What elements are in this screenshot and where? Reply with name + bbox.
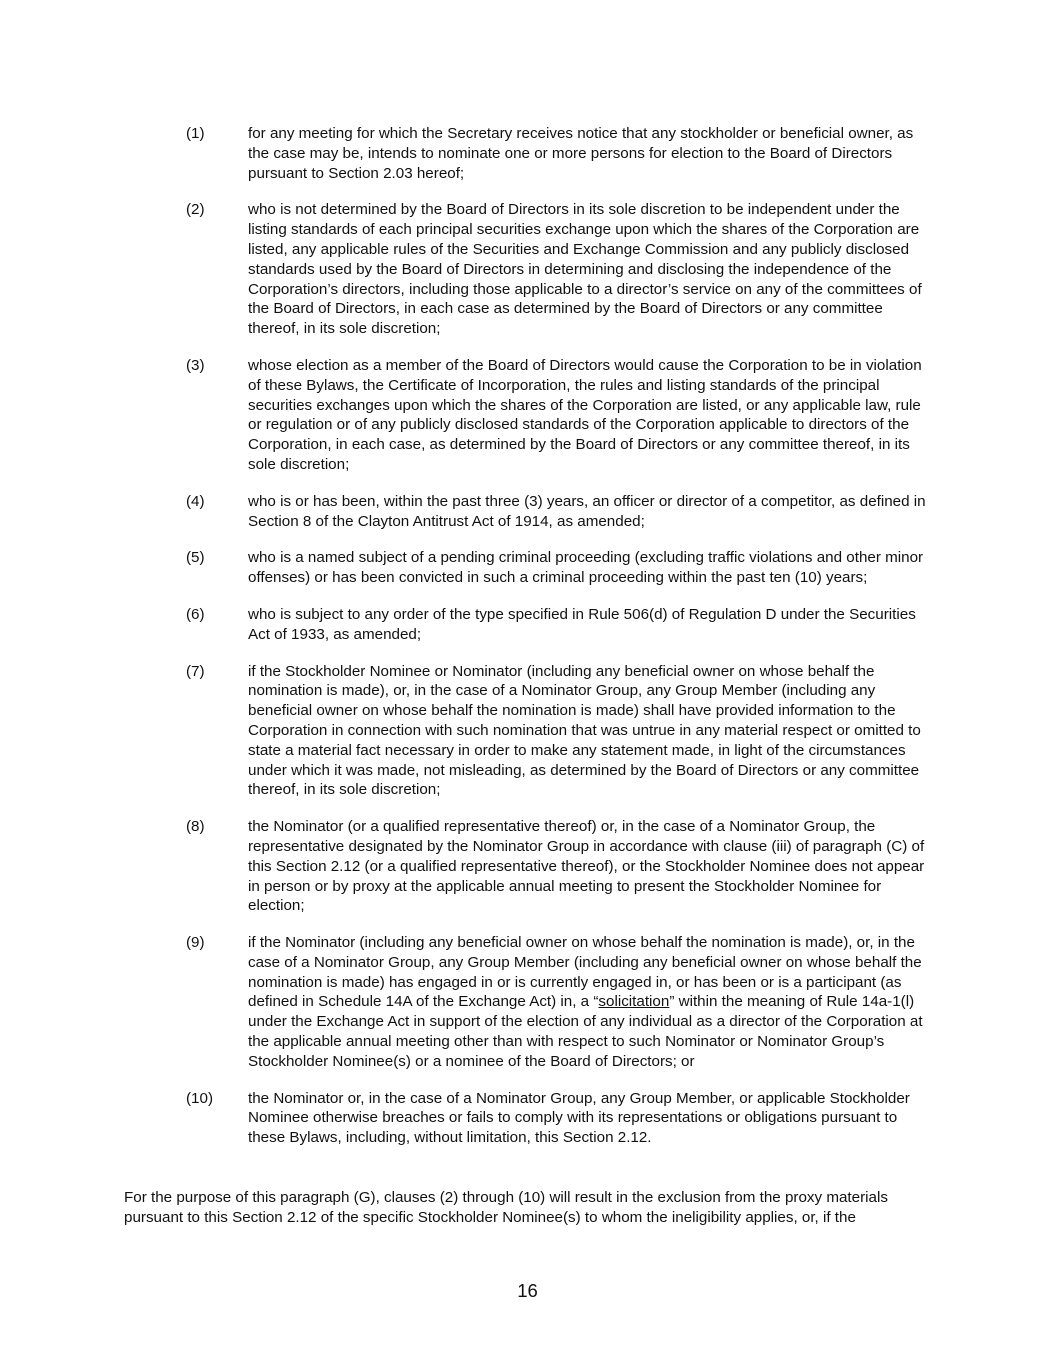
clause-item — [186, 933, 936, 1072]
closing-paragraph: For the purpose of this paragraph (G), clauses (2) through (10) will result in the exclusion from the proxy materials pursuant to this Section 2.12 of the specific Stockholder Nominee(s) to whom the ineligibility applies, or, if the — [124, 1189, 888, 1226]
clause-text: the Nominator or, in the case of a Nominator Group, any Group Member, or applicable Stockholder Nominee otherwise breaches or fails to comply with its representations or obligations pursuant to these Bylaws, including, without limitation, this Section 2.12. — [248, 1089, 910, 1147]
clause-text-after: ” within the meaning of Rule 14a-1(l) under the Exchange Act in support of the election of any individual as a director of the Corporation at the applicable annual meeting other than with respect to such Nominator or Nominator Group’s Stockholder Nominee(s) or a nominee of the Board of Directors; or — [248, 993, 923, 1070]
clause-text: the Nominator (or a qualified representative thereof) or, in the case of a Nominator Group, the representative designated by the Nominator Group in accordance with clause (iii) of paragraph (C) of this Section 2.12 (or a qualified representative thereof), or the Stockholder Nominee does not appear in person or by proxy at the applicable annual meeting to present the Stockholder Nominee for election; — [248, 818, 925, 915]
clause-item — [186, 548, 936, 588]
clause-number: (5) — [186, 549, 205, 567]
clause-number: (9) — [186, 934, 205, 952]
clause-number: (7) — [186, 662, 205, 680]
numbered-clause-list — [186, 124, 936, 1165]
page-number: 16 — [517, 1280, 538, 1301]
clause-item — [186, 124, 936, 183]
clause-text — [248, 933, 936, 1072]
solicitation-term: solicitation — [598, 993, 670, 1011]
clause-item — [186, 1089, 936, 1148]
clause-text: if the Stockholder Nominee or Nominator (including any beneficial owner on whose behalf the nomination is made), or, in the case of a Nominator Group, any Group Member (including any beneficial owner on whose behalf the nomination is made) shall have provided information to the Corporation in connection with such nomination that was untrue in any material respect or omitted to state a material fact necessary in order to make any statement made, in light of the circumstances under which it was made, not misleading, as determined by the Board of Directors or any committee thereof, in its sole discretion; — [248, 662, 921, 799]
clause-text: who is not determined by the Board of Directors in its sole discretion to be independent under the listing standards of each principal securities exchange upon which the shares of the Corporation are listed, any applicable rules of the Securities and Exchange Commission and any publicly disclosed standards used by the Board of Directors in determining and disclosing the independence of the Corporation’s directors, including those applicable to a director’s service on any of the committees of the Board of Directors, in each case as determined by the Board of Directors or any committee thereof, in its sole discretion; — [248, 201, 922, 338]
clause-number: (6) — [186, 605, 205, 623]
clause-number: (2) — [186, 201, 205, 219]
clause-text: who is subject to any order of the type specified in Rule 506(d) of Regulation D under the Securities Act of 1933, as amended; — [248, 605, 916, 643]
clause-number: (10) — [186, 1089, 214, 1107]
clause-text: whose election as a member of the Board of Directors would cause the Corporation to be in violation of these Bylaws, the Certificate of Incorporation, the rules and listing standards of the principal securities exchanges upon which the shares of the Corporation are listed, or any applicable law, rule or regulation or of any publicly disclosed standards of the Corporation applicable to directors of the Corporation, in each case, as determined by the Board of Directors or any committee thereof, in its sole discretion; — [248, 356, 922, 473]
clause-number: (1) — [186, 125, 205, 142]
clause-item — [186, 817, 936, 916]
clause-item — [186, 662, 936, 801]
clause-number: (8) — [186, 818, 205, 836]
clause-item — [186, 605, 936, 645]
clause-text: who is or has been, within the past three (3) years, an officer or director of a competitor, as defined in Section 8 of the Clayton Antitrust Act of 1914, as amended; — [248, 492, 926, 530]
clause-item — [186, 492, 936, 532]
clause-number: (3) — [186, 356, 205, 374]
clause-text: who is a named subject of a pending criminal proceeding (excluding traffic violations and other minor offenses) or has been convicted in such a criminal proceeding within the past ten (10) years; — [248, 549, 924, 587]
clause-item — [186, 356, 936, 475]
clause-text: for any meeting for which the Secretary receives notice that any stockholder or beneficial owner, as the case may be, intends to nominate one or more persons for election to the Board of Directors pursuant to Section 2.03 hereof; — [248, 125, 914, 182]
clause-item — [186, 200, 936, 339]
clause-number: (4) — [186, 492, 205, 510]
clause-text-before: if the Nominator (including any beneficial owner on whose behalf the nomination is made), or, in the case of a Nominator Group, any Group Member (including any beneficial owner on whose behalf the nomination is made) has engaged in or is currently engaged in, or has been or is a participant (as defined in Schedule 14A of the Exchange Act) in, a “ — [248, 934, 922, 1011]
